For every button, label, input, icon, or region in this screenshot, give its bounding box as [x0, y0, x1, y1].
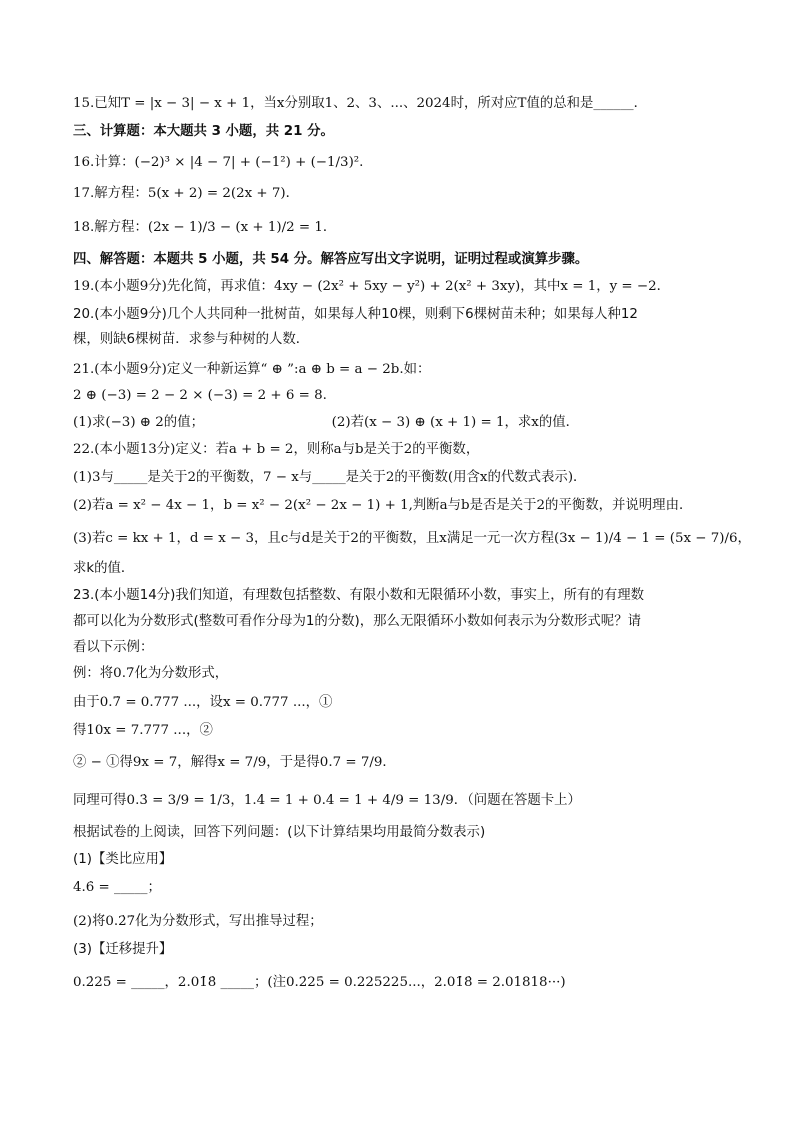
question-16: 16.计算：(−2)³ × |4 − 7| + (−1²) + (−1/3)².: [73, 155, 364, 170]
question-23-line-2: 都可以化为分数形式(整数可看作分母为1的分数)，那么无限循环小数如何表示为分数形式呢？请: [73, 614, 641, 629]
part-1-blank: 4.6̇ = _____；: [73, 880, 161, 895]
question-21-parts: (1)求(−3) ⊕ 2的值； (2)若(x − 3) ⊕ (x + 1) = 1，求x的值．: [73, 415, 580, 430]
part-1-label: (1)【类比应用】: [73, 852, 173, 867]
example-line-5: 同理可得0.3̇ = 3/9 = 1/3，1.4̇ = 1 + 0.4̇ = 1 + 4/9 = 13/9．（问题在答题卡上）: [73, 793, 581, 808]
question-22-part-3-end: 求k的值．: [73, 561, 135, 576]
question-20-line-2: 棵，则缺6棵树苗．求参与种树的人数．: [73, 332, 310, 347]
question-22-definition: 22.(本小题13分)定义：若a + b = 2，则称a与b是关于2的平衡数，: [73, 442, 480, 457]
question-22-part-1: (1)3与_____是关于2的平衡数，7 − x与_____是关于2的平衡数(用含x的代数式表示)．: [73, 470, 587, 485]
example-line-3: 得10x = 7.777 ...，②: [73, 723, 213, 738]
reading-instructions: 根据试卷的上阅读，回答下列问题：(以下计算结果均用最简分数表示): [73, 825, 486, 840]
question-20-line-1: 20.(本小题9分)几个人共同种一批树苗，如果每人种10棵，则剩下6棵树苗未种；如果每人种12: [73, 307, 638, 322]
example-line-1: 例：将0.7̇化为分数形式，: [73, 666, 229, 681]
question-21-line-2: 2 ⊕ (−3) = 2 − 2 × (−3) = 2 + 6 = 8.: [73, 388, 327, 403]
example-line-4: ② − ①得9x = 7，解得x = 7/9，于是得0.7 = 7/9．: [73, 755, 396, 770]
question-15: 15.已知T = |x − 3| − x + 1，当x分别取1、2、3、...、2024时，所对应T值的总和是______．: [73, 96, 647, 111]
part-3-label: (3)【迁移提升】: [73, 942, 173, 957]
section-3-heading: 三、计算题：本大题共 3 小题，共 21 分。: [73, 124, 334, 139]
question-19: 19.(本小题9分)先化简，再求值：4xy − (2x² + 5xy − y²) + 2(x² + 3xy)，其中x = 1，y = −2．: [73, 279, 671, 294]
question-21-line-1: 21.(本小题9分)定义一种新运算“ ⊕ ”:a ⊕ b = a − 2b.如：: [73, 362, 431, 377]
question-22-part-3: (3)若c = kx + 1，d = x − 3，且c与d是关于2的平衡数，且x满足一元一次方程(3x − 1)/4 − 1 = (5x − 7)/6，: [73, 531, 751, 546]
question-22-part-2: (2)若a = x² − 4x − 1，b = x² − 2(x² − 2x − 1) + 1,判断a与b是否是关于2的平衡数，并说明理由．: [73, 498, 693, 513]
section-4-heading: 四、解答题：本题共 5 小题，共 54 分。解答应写出文字说明，证明过程或演算步骤。: [73, 252, 589, 267]
question-18: 18.解方程：(2x − 1)/3 − (x + 1)/2 = 1．: [73, 220, 337, 235]
example-line-2: 由于0.7̇ = 0.777 ...，设x = 0.777 ...，①: [73, 695, 333, 710]
question-23-line-3: 看以下示例：: [73, 640, 154, 655]
part-2: (2)将0.2̇7̇化为分数形式，写出推导过程；: [73, 914, 323, 929]
question-23-line-1: 23.(本小题14分)我们知道，有理数包括整数、有限小数和无限循环小数，事实上，所有的有理数: [73, 588, 645, 603]
question-17: 17.解方程：5(x + 2) = 2(2x + 7)．: [73, 186, 300, 201]
part-3-blanks: 0.2̇25̇ = _____，2.01̇8̇ _____；(注0.2̇25̇ = 0.225225...，2.01̇8̇ = 2.01818···): [73, 975, 566, 990]
